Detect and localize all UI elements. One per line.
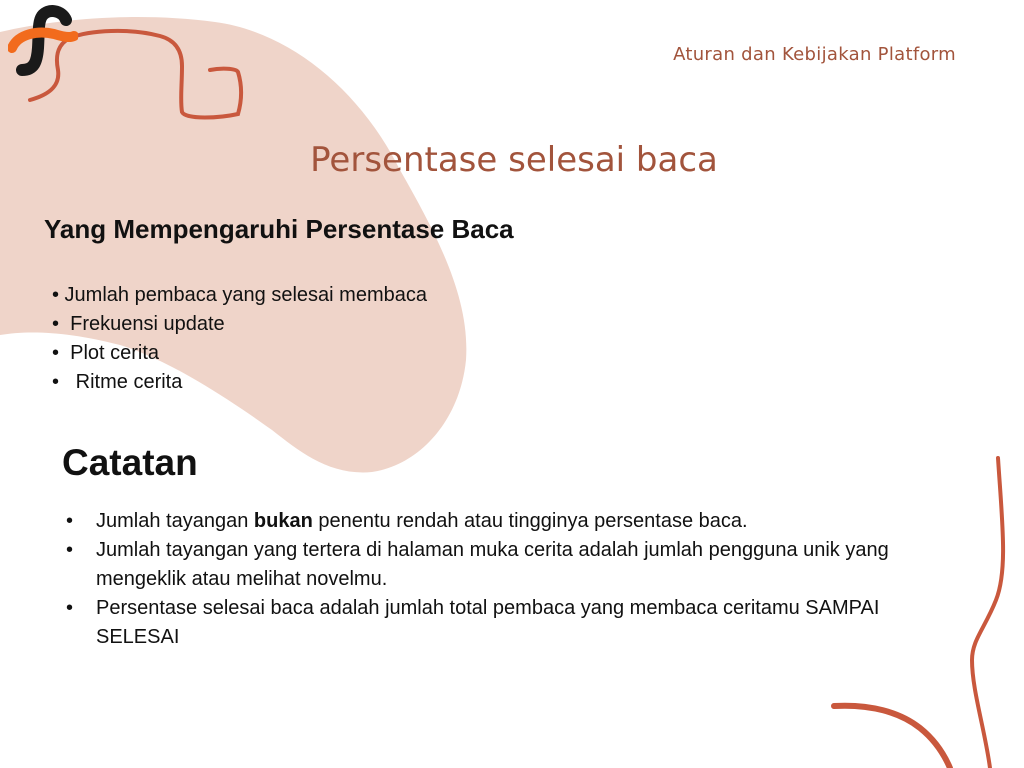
list-item [66, 507, 946, 536]
list-item: • Ritme cerita [52, 371, 183, 393]
note-text-after: penentu rendah atau tingginya persentase baca. [312, 510, 748, 532]
note-text-before: Jumlah tayangan [96, 510, 254, 532]
note-text: Persentase selesai baca adalah jumlah total pembaca yang membaca ceritamu SAMPAI SELESAI [96, 597, 880, 648]
list-item: • Frekuensi update [52, 313, 225, 335]
list-item [66, 536, 946, 594]
orange-curve-bottom [834, 706, 950, 768]
list-item: • Jumlah pembaca yang selesai membaca [52, 284, 427, 306]
orange-line-right [972, 458, 1003, 768]
note-bold-text: bukan [253, 510, 313, 532]
page-title: Persentase selesai baca [310, 140, 718, 180]
notes-heading: Catatan [62, 442, 198, 483]
factors-list [52, 281, 427, 397]
platform-rules-header: Aturan dan Kebijakan Platform [673, 44, 956, 65]
notes-list [66, 507, 946, 652]
factors-heading: Yang Mempengaruhi Persentase Baca [44, 214, 514, 244]
list-item [66, 594, 946, 652]
brand-logo-icon [8, 4, 78, 80]
list-item: • Plot cerita [52, 342, 160, 364]
note-text: Jumlah tayangan yang tertera di halaman muka cerita adalah jumlah pengguna unik yang mengeklik atau melihat novelmu. [96, 539, 889, 590]
